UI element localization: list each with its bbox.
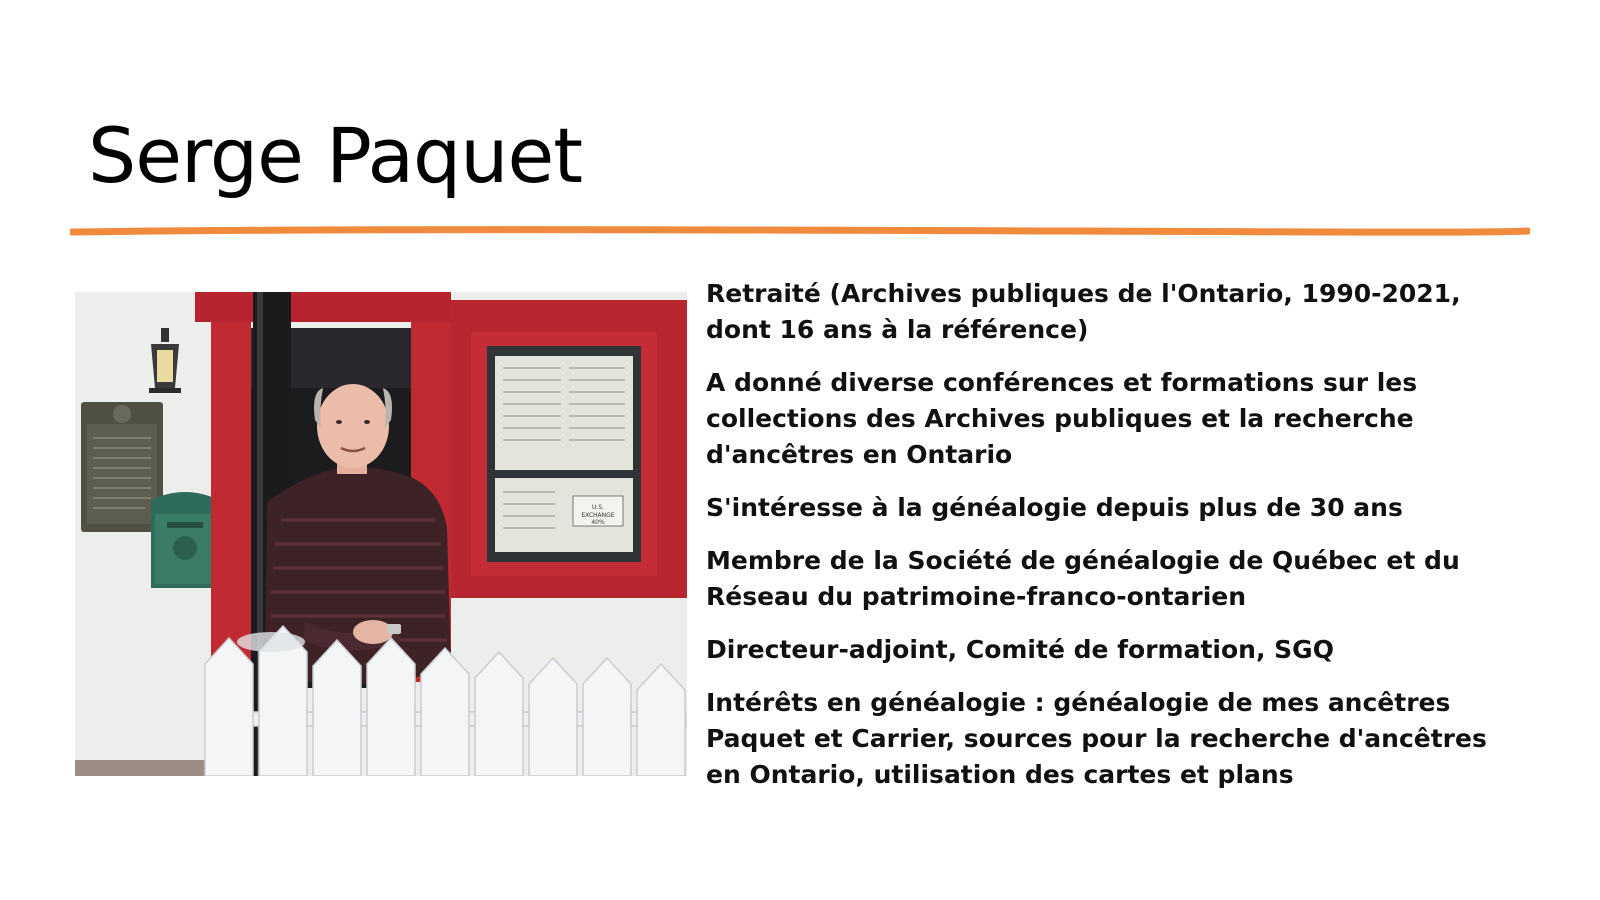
mailbox bbox=[151, 492, 219, 588]
historical-plaque bbox=[81, 402, 163, 532]
slide-title: Serge Paquet bbox=[88, 111, 583, 200]
display-window bbox=[451, 300, 687, 598]
bio-list bbox=[706, 276, 1526, 810]
bio-item: Directeur-adjoint, Comité de formation, SGQ bbox=[706, 635, 1334, 664]
title-divider bbox=[70, 225, 1530, 239]
svg-text:40%: 40% bbox=[591, 519, 605, 526]
bio-item: Membre de la Société de généalogie de Québec et du Réseau du patrimoine-franco-ontarien bbox=[706, 546, 1460, 611]
portrait-photo bbox=[75, 292, 687, 776]
exchange-sign: U.S. bbox=[591, 504, 605, 511]
bio-item: Retraité (Archives publiques de l'Ontario, 1990-2021, dont 16 ans à la référence) bbox=[706, 279, 1461, 344]
bio-item: A donné diverse conférences et formations sur les collections des Archives publiques et la recherche d'ancêtres en Ontario bbox=[706, 368, 1418, 469]
svg-text:EXCHANGE: EXCHANGE bbox=[581, 512, 615, 519]
bio-item: Intérêts en généalogie : généalogie de mes ancêtres Paquet et Carrier, sources pour la recherche d'ancêtres en Ontario, utilisation des cartes et plans bbox=[706, 688, 1487, 789]
bio-item: S'intéresse à la généalogie depuis plus de 30 ans bbox=[706, 493, 1403, 522]
